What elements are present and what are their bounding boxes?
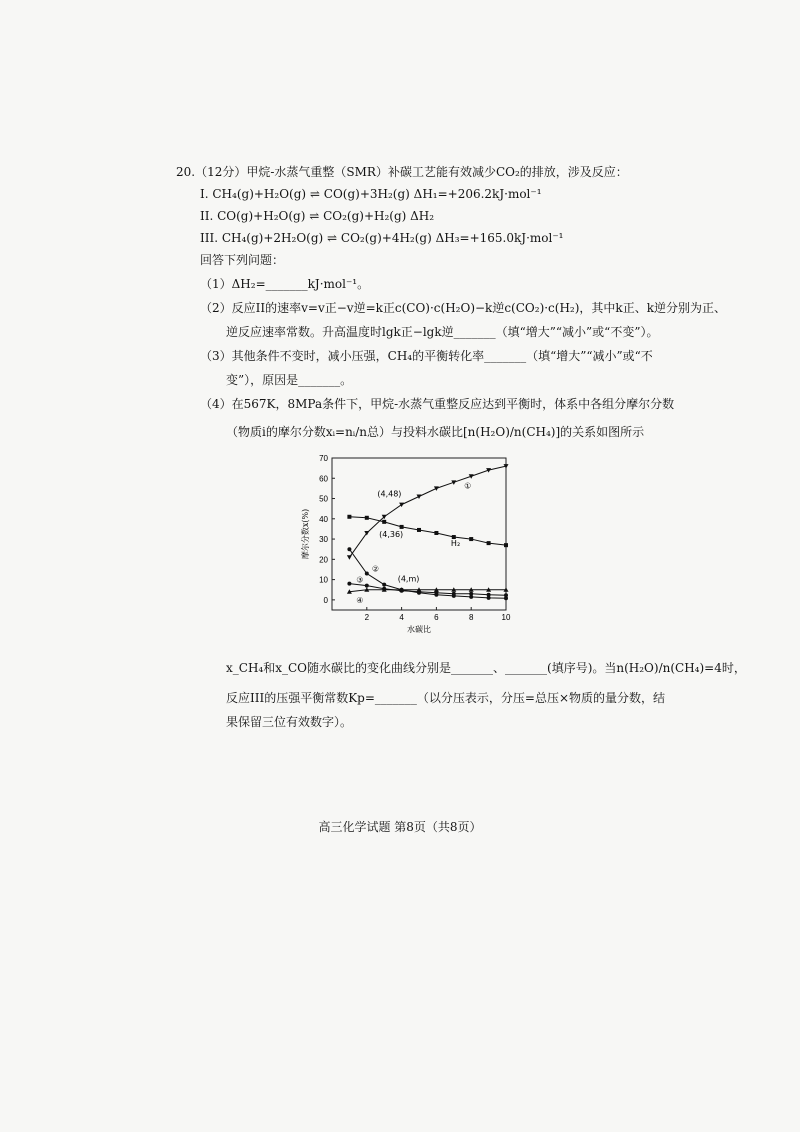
question-4-line-1: （4）在567K，8MPa条件下，甲烷-水蒸气重整反应达到平衡时，体系中各组分摩尔分数 bbox=[200, 397, 675, 411]
question-4-line-5: 果保留三位有效数字）。 bbox=[226, 715, 353, 729]
chart-annotation: (4,36) bbox=[379, 530, 404, 540]
x-tick-label: 2 bbox=[364, 613, 370, 622]
data-point bbox=[434, 531, 438, 535]
question-4-line-4: 反应III的压强平衡常数Kp=_______（以分压表示，分压=总压×物质的量分数，结 bbox=[226, 691, 666, 705]
data-point bbox=[347, 555, 352, 560]
chart-annotation: (4,48) bbox=[377, 489, 402, 499]
y-tick-label: 20 bbox=[319, 555, 328, 565]
x-tick-label: 8 bbox=[468, 613, 474, 622]
reaction-2: II. CO(g)+H₂O(g) ⇌ CO₂(g)+H₂(g) ΔH₂ bbox=[200, 209, 435, 223]
y-tick-label: 70 bbox=[319, 454, 328, 463]
chart-annotation: ② bbox=[371, 564, 380, 574]
data-point bbox=[504, 543, 508, 547]
mole-fraction-chart bbox=[296, 450, 516, 650]
data-point bbox=[382, 520, 386, 524]
y-tick-label: 0 bbox=[323, 595, 328, 605]
data-point bbox=[382, 583, 386, 587]
data-point bbox=[452, 592, 456, 596]
series-line-0 bbox=[349, 466, 506, 557]
chart-annotation: ③ bbox=[356, 575, 364, 585]
x-tick-label: 6 bbox=[434, 613, 439, 622]
data-point bbox=[365, 584, 369, 588]
page-footer: 高三化学试题 第8页（共8页） bbox=[318, 820, 482, 834]
question-4-line-2: （物质i的摩尔分数xᵢ=nᵢ/n总）与投料水碳比[n(H₂O)/n(CH₄)]的关系如图所示 bbox=[226, 425, 645, 439]
series-line-1 bbox=[349, 517, 506, 545]
data-point bbox=[347, 582, 351, 586]
y-tick-label: 10 bbox=[319, 575, 328, 585]
chart-annotation: H₂ bbox=[450, 539, 461, 549]
data-point bbox=[469, 537, 473, 541]
chart-annotation: ① bbox=[464, 481, 472, 491]
x-axis-label: 水碳比 bbox=[407, 625, 431, 634]
chart-svg bbox=[296, 450, 516, 650]
reaction-3: III. CH₄(g)+2H₂O(g) ⇌ CO₂(g)+4H₂(g) ΔH₃=+165.0kJ·mol⁻¹ bbox=[200, 231, 564, 245]
series-line-2 bbox=[349, 549, 506, 598]
data-point bbox=[400, 525, 404, 529]
y-axis-label: 摩尔分数x(%) bbox=[301, 508, 310, 560]
question-intro: 20.（12分）甲烷-水蒸气重整（SMR）补碳工艺能有效减少CO₂的排放，涉及反应： bbox=[176, 165, 628, 179]
data-point bbox=[469, 592, 473, 596]
y-tick-label: 40 bbox=[319, 514, 328, 524]
y-tick-label: 60 bbox=[319, 474, 328, 484]
question-2-line-2: 逆反应速率常数。升高温度时lgk正−lgk逆_______（填“增大”“减小”或“不变”）。 bbox=[226, 325, 659, 339]
data-point bbox=[365, 572, 369, 576]
data-point bbox=[417, 495, 422, 500]
x-tick-label: 10 bbox=[501, 613, 511, 622]
x-tick-label: 4 bbox=[399, 613, 404, 622]
series-line-4 bbox=[349, 590, 506, 592]
y-tick-label: 30 bbox=[319, 535, 328, 545]
y-tick-label: 50 bbox=[319, 494, 328, 504]
question-1: （1）ΔH₂=_______kJ·mol⁻¹。 bbox=[200, 277, 370, 291]
data-point bbox=[347, 547, 351, 551]
data-point bbox=[487, 541, 491, 545]
data-point bbox=[417, 528, 421, 532]
data-point bbox=[487, 593, 491, 597]
plot-frame bbox=[332, 458, 506, 610]
data-point bbox=[434, 486, 439, 491]
question-3-line-1: （3）其他条件不变时，减小压强，CH₄的平衡转化率_______（填“增大”“减小”或“不 bbox=[200, 349, 653, 363]
question-4-line-3: x_CH₄和x_CO随水碳比的变化曲线分别是_______、_______(填序号)。当n(H₂O)/n(CH₄)=4时， bbox=[226, 661, 746, 675]
chart-annotation: ④ bbox=[356, 595, 364, 605]
data-point bbox=[365, 516, 369, 520]
reaction-1: I. CH₄(g)+H₂O(g) ⇌ CO(g)+3H₂(g) ΔH₁=+206.2kJ·mol⁻¹ bbox=[200, 187, 542, 201]
data-point bbox=[347, 515, 351, 519]
question-3-line-2: 变”），原因是_______。 bbox=[226, 373, 353, 387]
chart-annotation: (4,m) bbox=[397, 574, 420, 584]
question-2-line-1: （2）反应II的速率v=v正−v逆=k正c(CO)·c(H₂O)−k逆c(CO₂)·c(H₂)，其中k正、k逆分别为正、 bbox=[200, 301, 726, 315]
data-point bbox=[504, 593, 508, 597]
answer-prompt: 回答下列问题： bbox=[200, 253, 285, 267]
